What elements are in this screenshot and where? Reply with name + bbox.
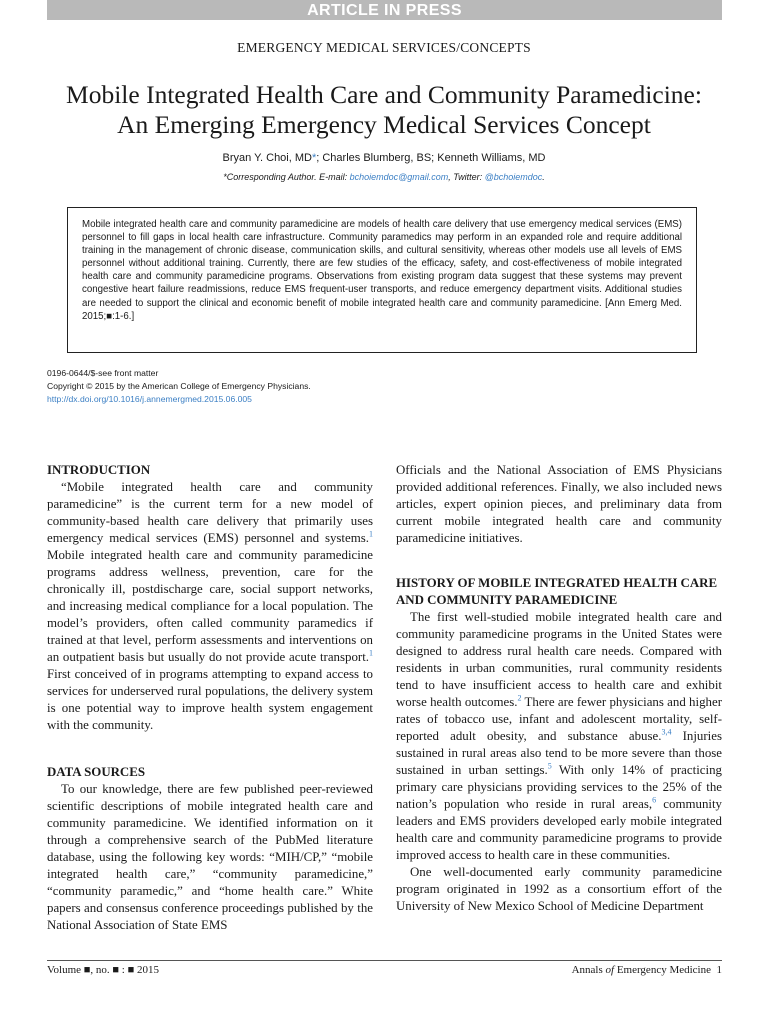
- article-in-press-banner: ARTICLE IN PRESS: [47, 0, 722, 20]
- history-text-4: With only 14% of practicing primary care physicians providing services to the 25% of the nation’s population who reside in rural areas,: [396, 763, 722, 811]
- corr-prefix: *Corresponding Author. E-mail:: [223, 172, 350, 182]
- author-1: Bryan Y. Choi, MD: [222, 152, 312, 164]
- journal-name-of: of: [605, 964, 615, 976]
- reference-2[interactable]: 2: [517, 693, 522, 703]
- journal-name-b: Emergency Medicine: [614, 964, 711, 976]
- reference-6[interactable]: 6: [652, 795, 657, 805]
- left-column: [47, 462, 373, 934]
- corresponding-author-marker[interactable]: *: [311, 152, 317, 164]
- history-heading: HISTORY OF MOBILE INTEGRATED HEALTH CARE AND COMMUNITY PARAMEDICINE: [396, 576, 718, 607]
- corr-end: .: [542, 172, 545, 182]
- other-authors: ; Charles Blumberg, BS; Kenneth Williams, MD: [316, 152, 546, 164]
- reference-1[interactable]: 1: [369, 529, 373, 539]
- history-paragraph-1: [396, 609, 722, 864]
- history-text-5: community leaders and EMS providers developed early mobile integrated health care and community paramedicine programs to provide improved access to health care in these communities.: [396, 797, 722, 862]
- introduction-heading: INTRODUCTION: [47, 463, 151, 477]
- history-text-2: There are fewer physicians and higher rates of tobacco use, infant and adolescent mortality, self-reported adult obesity, and substance abuse.: [396, 695, 722, 743]
- corr-mid: , Twitter:: [448, 172, 485, 182]
- right-column: [396, 462, 722, 915]
- corresponding-author-note: [0, 172, 768, 182]
- intro-text-3: First conceived of in programs attempting to expand access to services for underserved rural populations, the delivery system is one potential way to improve health system engagement with the community.: [47, 667, 373, 732]
- twitter-link[interactable]: @bchoiemdoc: [484, 172, 543, 182]
- abstract-box: [67, 207, 697, 353]
- title-line-1: Mobile Integrated Health Care and Community Paramedicine:: [66, 80, 702, 109]
- title-line-2: An Emerging Emergency Medical Services Concept: [117, 110, 651, 139]
- reference-1b[interactable]: 1: [369, 648, 373, 658]
- data-sources-continued: Officials and the National Association of EMS Physicians provided additional references. Finally, we also included news articles, expert opinion pieces, and preliminary data from current mobile integrated health care and community paramedicine initiatives.: [396, 463, 722, 545]
- reference-5[interactable]: 5: [547, 761, 552, 771]
- intro-text-1: “Mobile integrated health care and community paramedicine” is the current term for a new model of community-based health care delivery that primarily uses emergency medical services (EMS) personnel and systems.: [47, 480, 373, 545]
- section-label: EMERGENCY MEDICAL SERVICES/CONCEPTS: [237, 40, 531, 55]
- article-meta: [47, 367, 311, 406]
- intro-text-2: Mobile integrated health care and community paramedicine programs address wellness, prevention, care for the chronically ill, postdischarge care, social support networks, and increasing medical compliance for a local population. The model’s providers, often called community paramedics if trained at that level, perform assessments and interventions on an outpatient basis but usually do not provide acute transport.: [47, 548, 373, 664]
- article-title: [20, 80, 748, 140]
- page-footer: [47, 960, 722, 976]
- history-text-1: The first well-studied mobile integrated health care and community paramedicine programs in the United States were designed to address rural health care needs. Compared with residents in urban communities, rural community residents tend to have insufficient access to health care and exhibit worse health outcomes.: [396, 610, 722, 709]
- doi-link[interactable]: http://dx.doi.org/10.1016/j.annemergmed.2015.06.005: [47, 394, 252, 404]
- history-text-3: Injuries sustained in rural areas also tend to be more severe than those sustained in urban settings.: [396, 729, 722, 777]
- copyright-line: Copyright © 2015 by the American College of Emergency Physicians.: [47, 381, 311, 391]
- history-paragraph-2: One well-documented early community paramedicine program originated in 1992 as a consortium effort of the University of New Mexico School of Medicine Department: [396, 865, 722, 913]
- journal-page: [572, 964, 722, 976]
- author-list: [0, 152, 768, 164]
- data-sources-paragraph: To our knowledge, there are few published peer-reviewed scientific descriptions of mobile integrated health care and community paramedicine. We identified information on it through a comprehensive search of the PubMed literature database, using the following key words: “MIH/CP,” “mobile integrated health care,” “community paramedicine,” “community paramedic,” and “home health care.” White papers and consensus conference proceedings published by the National Association of State EMS: [47, 782, 373, 932]
- abstract-text: Mobile integrated health care and community paramedicine are models of health care delivery that use emergency medical services (EMS) personnel to fill gaps in local health care infrastructure. Community paramedics may perform in an expanded role and require additional training in the management of chronic disease, communication skills, and cultural sensitivity, whereas other models use all levels of EMS personnel without additional training. Currently, there are few studies of the efficacy, safety, and cost-effectiveness of mobile integrated health care and community paramedicine programs. Observations from existing program data suggest that these systems may prevent congestive heart failure readmissions, reduce EMS frequent-user transports, and reduce emergency department visits. Additional studies are needed to support the clinical and economic benefit of mobile integrated health care and community paramedicine. [Ann Emerg Med. 2015;■:1-6.]: [82, 219, 682, 322]
- data-sources-heading: DATA SOURCES: [47, 765, 146, 779]
- introduction-paragraph: [47, 479, 373, 734]
- reference-3-4[interactable]: 3,4: [661, 727, 672, 737]
- volume-info: Volume ■, no. ■ : ■ 2015: [47, 964, 160, 976]
- journal-name-a: Annals: [571, 964, 606, 976]
- email-link[interactable]: bchoiemdoc@gmail.com: [349, 172, 449, 182]
- issn-line: 0196-0644/$-see front matter: [47, 368, 159, 378]
- page-number: 1: [716, 964, 722, 976]
